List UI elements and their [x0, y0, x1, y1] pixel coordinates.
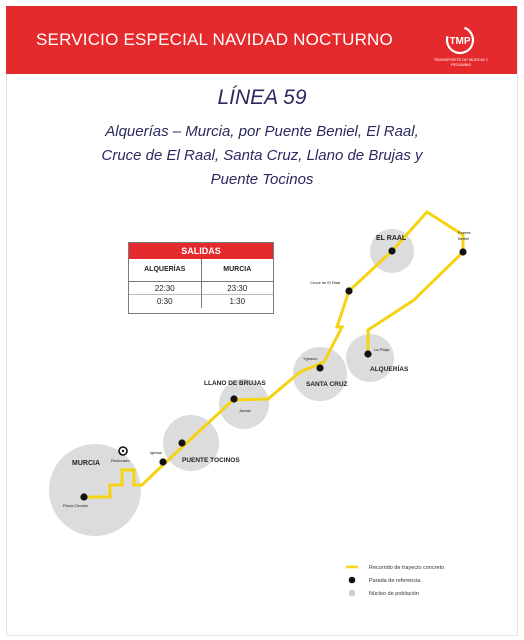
legend-nucleus-label: Núcleo de población — [369, 591, 419, 597]
salidas-title: SALIDAS — [129, 243, 273, 259]
stop-label-iglesia: Iglesia — [150, 450, 162, 455]
salidas-cell: 23:30 — [201, 282, 274, 295]
nucleus-alquerias — [346, 334, 394, 382]
stop-llano-de-brujas — [230, 395, 237, 402]
stop-label-puente-beniel-2: Beniel — [458, 236, 470, 241]
logo-subtext: TRANSPORTE DE MURCIA Y PEDANÍAS — [433, 57, 489, 67]
salidas-cell: 1:30 — [201, 295, 274, 308]
salidas-cell: 0:30 — [156, 297, 173, 306]
town-label-puente-tocinos: PUENTE TOCINOS — [182, 457, 240, 464]
stop-label-jaoste: Jaoste — [239, 408, 251, 413]
stop-plaza-circular — [80, 493, 87, 500]
salidas-cell: 22:30 — [129, 282, 201, 295]
town-label-llano-de-brujas: LLANO DE BRUJAS — [204, 380, 266, 387]
route-description-line-3: Puente Tocinos — [210, 171, 314, 188]
salidas-row-1 — [129, 282, 273, 295]
line-title: LÍNEA 59 — [217, 86, 307, 109]
town-label-murcia: MURCIA — [72, 460, 100, 467]
route-description-line-1: Alquerías – Murcia, por Puente Beniel, El Raal, — [105, 123, 419, 140]
legend-stop-swatch — [349, 577, 356, 584]
salidas-timetable — [128, 242, 274, 314]
salidas-col-murcia: MURCIA — [201, 259, 274, 281]
legend-stop-label: Parada de referencia — [369, 578, 421, 584]
legend-nucleus-swatch — [349, 590, 356, 597]
stop-cruce-de-el-raal — [345, 287, 352, 294]
salidas-header-row — [129, 259, 273, 282]
salidas-col-alquerias: ALQUERÍAS — [144, 266, 186, 273]
stop-label-rectorado: Rectorado — [111, 458, 130, 463]
stop-santa-cruz — [316, 364, 323, 371]
stop-label-la-pilaja: La Pilaja — [374, 347, 390, 352]
map-legend — [346, 565, 444, 597]
legend-route-label: Recorrido de trayecto concreto — [369, 565, 445, 571]
salidas-row-2 — [129, 295, 273, 308]
stop-label-cruce-de-el-raal: Cruce de El Raal — [310, 280, 341, 285]
header-title: SERVICIO ESPECIAL NAVIDAD NOCTURNO — [36, 30, 393, 49]
nucleus-santa-cruz — [293, 347, 347, 401]
logo-text: TMP — [449, 36, 471, 47]
stop-label-plaza-circular: Plaza Circular — [63, 503, 88, 508]
town-label-alquerias: ALQUERÍAS — [370, 366, 409, 373]
town-label-santa-cruz: SANTA CRUZ — [306, 381, 348, 388]
town-label-el-raal: EL RAAL — [376, 235, 407, 242]
stop-alquerias — [364, 350, 371, 357]
route-description-line-2: Cruce de El Raal, Santa Cruz, Llano de Brujas y — [101, 147, 423, 164]
stop-label-puente-beniel-1: Puente — [458, 230, 471, 235]
stop-iglesia — [159, 458, 166, 465]
stop-puente-beniel — [459, 248, 466, 255]
stop-label-ygnacio: Ygnacio — [303, 356, 318, 361]
stop-puente-tocinos — [178, 439, 185, 446]
stop-el-raal — [388, 247, 395, 254]
